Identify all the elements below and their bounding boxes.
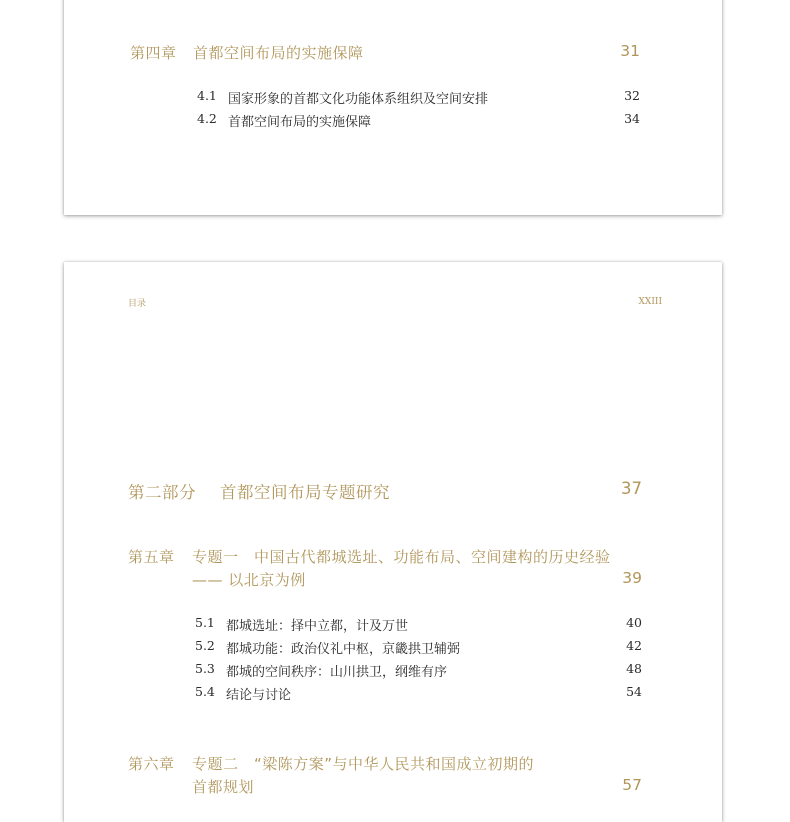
running-header-right: XXIII: [638, 297, 662, 307]
chapter-4-page: 31: [620, 42, 640, 60]
section-5-1-title: 都城选址：择中立都，计及万世: [226, 619, 409, 634]
running-header-left: 目录: [128, 299, 147, 309]
chapter-5-title-line2: —— 以北京为例: [192, 571, 306, 589]
section-5-2-title: 都城功能：政治仪礼中枢，京畿拱卫辅弼: [226, 642, 461, 657]
section-5-3-num: 5.3: [195, 661, 215, 676]
section-5-2-num: 5.2: [195, 638, 215, 653]
chapter-6-page: 57: [622, 776, 642, 794]
section-4-1-title: 国家形象的首都文化功能体系组织及空间安排: [228, 92, 489, 107]
part-2-page: 37: [621, 479, 642, 498]
toc-page-lower: [64, 262, 722, 822]
section-5-4-title: 结论与讨论: [226, 688, 292, 703]
chapter-5-title-line1: 专题一 中国古代都城选址、功能布局、空间建构的历史经验: [192, 548, 611, 566]
toc-page-upper: [64, 0, 722, 215]
section-5-3-page: 48: [626, 661, 642, 676]
section-5-4-page: 54: [626, 684, 642, 699]
chapter-4-title: 首都空间布局的实施保障: [193, 44, 364, 62]
chapter-4-label: 第四章: [130, 44, 177, 62]
section-5-3-title: 都城的空间秩序：山川拱卫，纲维有序: [226, 665, 448, 680]
part-2-title: 首都空间布局专题研究: [220, 483, 390, 502]
section-5-2-page: 42: [626, 638, 642, 653]
section-4-2-page: 34: [624, 111, 640, 126]
chapter-5-label: 第五章: [128, 548, 175, 566]
section-4-1-num: 4.1: [197, 88, 217, 103]
section-4-1-page: 32: [624, 88, 640, 103]
section-5-1-num: 5.1: [195, 615, 215, 630]
section-5-1-page: 40: [626, 615, 642, 630]
part-2-label: 第二部分: [128, 483, 196, 502]
chapter-5-page: 39: [622, 569, 642, 587]
chapter-6-title-line1: 专题二 “梁陈方案”与中华人民共和国成立初期的: [192, 755, 535, 773]
section-5-4-num: 5.4: [195, 684, 215, 699]
chapter-6-label: 第六章: [128, 755, 175, 773]
section-4-2-num: 4.2: [197, 111, 217, 126]
section-4-2-title: 首都空间布局的实施保障: [228, 115, 372, 130]
chapter-6-title-line2: 首都规划: [192, 778, 255, 796]
